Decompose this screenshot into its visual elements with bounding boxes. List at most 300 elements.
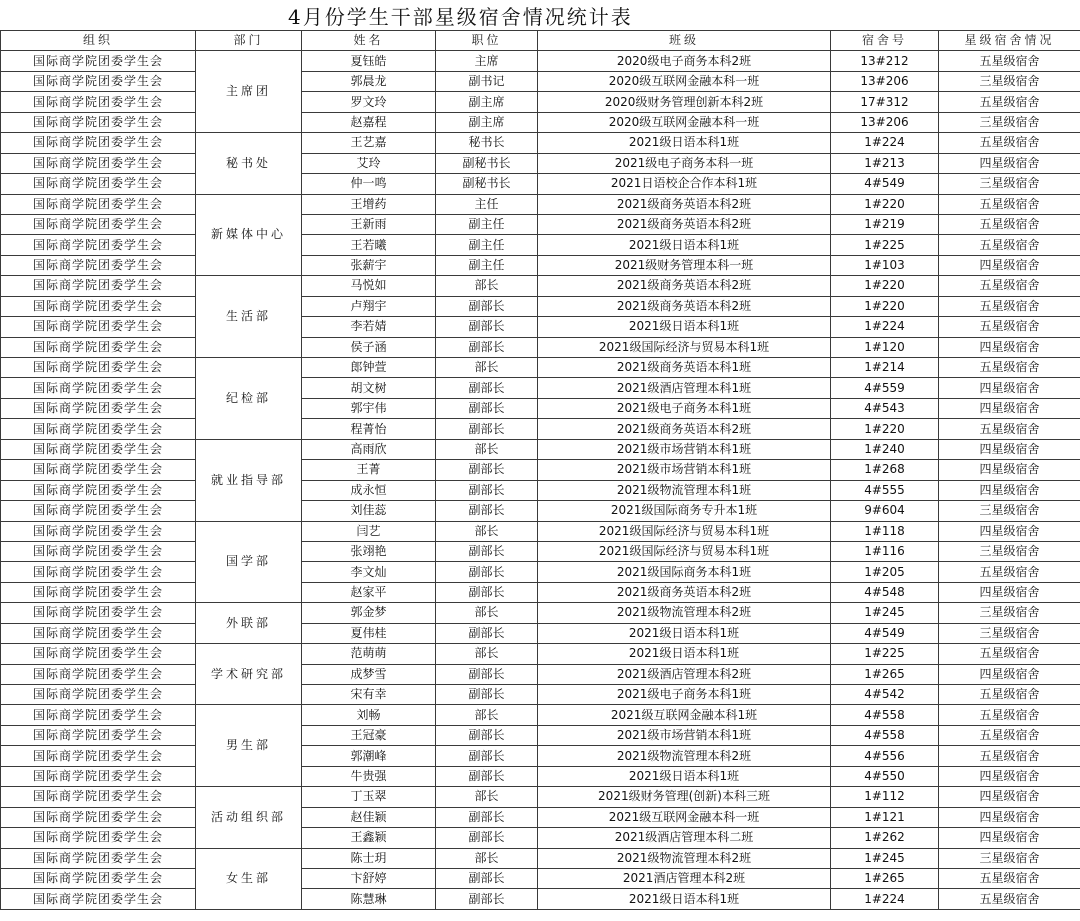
name-cell: 王艺嘉 bbox=[302, 133, 436, 153]
position-cell: 部长 bbox=[436, 603, 538, 623]
room-cell: 1#220 bbox=[831, 419, 939, 439]
dept-cell: 主席团 bbox=[196, 51, 302, 133]
header-star: 星级宿舍情况 bbox=[939, 31, 1080, 51]
org-cell: 国际商学院团委学生会 bbox=[1, 746, 196, 766]
class-cell: 2020级财务管理创新本科2班 bbox=[538, 92, 831, 112]
name-cell: 郭晨龙 bbox=[302, 71, 436, 91]
star-cell: 四星级宿舍 bbox=[939, 582, 1080, 602]
position-cell: 副部长 bbox=[436, 419, 538, 439]
room-cell: 1#224 bbox=[831, 133, 939, 153]
table-row bbox=[1, 868, 1080, 888]
name-cell: 李文灿 bbox=[302, 562, 436, 582]
class-cell: 2021级物流管理本科2班 bbox=[538, 848, 831, 868]
name-cell: 马悦如 bbox=[302, 276, 436, 296]
class-cell: 2021级日语本科1班 bbox=[538, 766, 831, 786]
org-cell: 国际商学院团委学生会 bbox=[1, 235, 196, 255]
table-row bbox=[1, 112, 1080, 132]
class-cell: 2021级商务英语本科2班 bbox=[538, 276, 831, 296]
table-row bbox=[1, 725, 1080, 745]
class-cell: 2021日语校企合作本科1班 bbox=[538, 174, 831, 194]
position-cell: 部长 bbox=[436, 705, 538, 725]
name-cell: 范萌萌 bbox=[302, 644, 436, 664]
table-row bbox=[1, 460, 1080, 480]
header-room: 宿舍号 bbox=[831, 31, 939, 51]
table-row bbox=[1, 562, 1080, 582]
room-cell: 1#220 bbox=[831, 296, 939, 316]
room-cell: 4#543 bbox=[831, 398, 939, 418]
sheet-title: 4月份学生干部星级宿舍情况统计表 bbox=[288, 4, 633, 29]
org-cell: 国际商学院团委学生会 bbox=[1, 664, 196, 684]
star-cell: 四星级宿舍 bbox=[939, 255, 1080, 275]
header-dept: 部门 bbox=[196, 31, 302, 51]
class-cell: 2021级日语本科1班 bbox=[538, 644, 831, 664]
star-cell: 三星级宿舍 bbox=[939, 603, 1080, 623]
position-cell: 副部长 bbox=[436, 828, 538, 848]
position-cell: 副部长 bbox=[436, 296, 538, 316]
class-cell: 2021级市场营销本科1班 bbox=[538, 460, 831, 480]
org-cell: 国际商学院团委学生会 bbox=[1, 766, 196, 786]
org-cell: 国际商学院团委学生会 bbox=[1, 644, 196, 664]
star-cell: 五星级宿舍 bbox=[939, 92, 1080, 112]
table-row bbox=[1, 276, 1080, 296]
position-cell: 部长 bbox=[436, 848, 538, 868]
org-cell: 国际商学院团委学生会 bbox=[1, 51, 196, 71]
position-cell: 副部长 bbox=[436, 868, 538, 888]
star-cell: 四星级宿舍 bbox=[939, 378, 1080, 398]
dept-cell: 男生部 bbox=[196, 705, 302, 787]
table-row bbox=[1, 746, 1080, 766]
dept-cell: 外联部 bbox=[196, 603, 302, 644]
room-cell: 1#205 bbox=[831, 562, 939, 582]
room-cell: 1#225 bbox=[831, 644, 939, 664]
position-cell: 副部长 bbox=[436, 501, 538, 521]
room-cell: 1#103 bbox=[831, 255, 939, 275]
class-cell: 2021级酒店管理本科2班 bbox=[538, 664, 831, 684]
star-cell: 三星级宿舍 bbox=[939, 71, 1080, 91]
position-cell: 部长 bbox=[436, 276, 538, 296]
position-cell: 副部长 bbox=[436, 541, 538, 561]
position-cell: 副部长 bbox=[436, 582, 538, 602]
table-row bbox=[1, 685, 1080, 705]
class-cell: 2021级日语本科1班 bbox=[538, 133, 831, 153]
table-row bbox=[1, 664, 1080, 684]
room-cell: 13#206 bbox=[831, 71, 939, 91]
org-cell: 国际商学院团委学生会 bbox=[1, 398, 196, 418]
room-cell: 4#549 bbox=[831, 623, 939, 643]
name-cell: 王新雨 bbox=[302, 214, 436, 234]
class-cell: 2021级酒店管理本科1班 bbox=[538, 378, 831, 398]
table-row bbox=[1, 92, 1080, 112]
name-cell: 夏伟桂 bbox=[302, 623, 436, 643]
position-cell: 副部长 bbox=[436, 685, 538, 705]
class-cell: 2021酒店管理本科2班 bbox=[538, 868, 831, 888]
org-cell: 国际商学院团委学生会 bbox=[1, 828, 196, 848]
room-cell: 13#212 bbox=[831, 51, 939, 71]
table-row bbox=[1, 623, 1080, 643]
org-cell: 国际商学院团委学生会 bbox=[1, 848, 196, 868]
org-cell: 国际商学院团委学生会 bbox=[1, 317, 196, 337]
star-cell: 三星级宿舍 bbox=[939, 848, 1080, 868]
position-cell: 主席 bbox=[436, 51, 538, 71]
org-cell: 国际商学院团委学生会 bbox=[1, 541, 196, 561]
position-cell: 副部长 bbox=[436, 398, 538, 418]
name-cell: 艾玲 bbox=[302, 153, 436, 173]
position-cell: 副部长 bbox=[436, 317, 538, 337]
room-cell: 1#219 bbox=[831, 214, 939, 234]
table-body bbox=[1, 51, 1080, 909]
position-cell: 副主任 bbox=[436, 255, 538, 275]
position-cell: 部长 bbox=[436, 358, 538, 378]
class-cell: 2021级国际经济与贸易本科1班 bbox=[538, 337, 831, 357]
dept-cell: 女生部 bbox=[196, 848, 302, 909]
org-cell: 国际商学院团委学生会 bbox=[1, 603, 196, 623]
star-cell: 五星级宿舍 bbox=[939, 725, 1080, 745]
position-cell: 副部长 bbox=[436, 480, 538, 500]
room-cell: 1#265 bbox=[831, 868, 939, 888]
name-cell: 张翊艳 bbox=[302, 541, 436, 561]
org-cell: 国际商学院团委学生会 bbox=[1, 112, 196, 132]
name-cell: 罗文玲 bbox=[302, 92, 436, 112]
position-cell: 副秘书长 bbox=[436, 153, 538, 173]
position-cell: 秘书长 bbox=[436, 133, 538, 153]
star-cell: 五星级宿舍 bbox=[939, 705, 1080, 725]
table-row bbox=[1, 582, 1080, 602]
position-cell: 副部长 bbox=[436, 460, 538, 480]
position-cell: 副部长 bbox=[436, 725, 538, 745]
position-cell: 副主任 bbox=[436, 214, 538, 234]
position-cell: 副部长 bbox=[436, 664, 538, 684]
name-cell: 侯子涵 bbox=[302, 337, 436, 357]
class-cell: 2021级商务英语本科2班 bbox=[538, 296, 831, 316]
class-cell: 2021级商务英语本科2班 bbox=[538, 419, 831, 439]
table-row bbox=[1, 480, 1080, 500]
position-cell: 副主席 bbox=[436, 112, 538, 132]
position-cell: 部长 bbox=[436, 644, 538, 664]
table-row bbox=[1, 787, 1080, 807]
room-cell: 1#112 bbox=[831, 787, 939, 807]
class-cell: 2021级互联网金融本科一班 bbox=[538, 807, 831, 827]
name-cell: 郭金梦 bbox=[302, 603, 436, 623]
class-cell: 2021级商务英语本科1班 bbox=[538, 358, 831, 378]
name-cell: 王菁 bbox=[302, 460, 436, 480]
org-cell: 国际商学院团委学生会 bbox=[1, 133, 196, 153]
room-cell: 1#245 bbox=[831, 603, 939, 623]
dept-cell: 国学部 bbox=[196, 521, 302, 603]
org-cell: 国际商学院团委学生会 bbox=[1, 378, 196, 398]
org-cell: 国际商学院团委学生会 bbox=[1, 255, 196, 275]
class-cell: 2021级互联网金融本科1班 bbox=[538, 705, 831, 725]
table-row bbox=[1, 194, 1080, 214]
name-cell: 胡文树 bbox=[302, 378, 436, 398]
room-cell: 1#118 bbox=[831, 521, 939, 541]
org-cell: 国际商学院团委学生会 bbox=[1, 868, 196, 888]
table-row bbox=[1, 71, 1080, 91]
org-cell: 国际商学院团委学生会 bbox=[1, 71, 196, 91]
name-cell: 王鑫颖 bbox=[302, 828, 436, 848]
org-cell: 国际商学院团委学生会 bbox=[1, 705, 196, 725]
star-cell: 四星级宿舍 bbox=[939, 664, 1080, 684]
org-cell: 国际商学院团委学生会 bbox=[1, 685, 196, 705]
dept-cell: 生活部 bbox=[196, 276, 302, 358]
class-cell: 2021级市场营销本科1班 bbox=[538, 725, 831, 745]
name-cell: 王若曦 bbox=[302, 235, 436, 255]
org-cell: 国际商学院团委学生会 bbox=[1, 153, 196, 173]
name-cell: 夏钰皓 bbox=[302, 51, 436, 71]
star-cell: 五星级宿舍 bbox=[939, 685, 1080, 705]
room-cell: 4#548 bbox=[831, 582, 939, 602]
star-cell: 四星级宿舍 bbox=[939, 337, 1080, 357]
org-cell: 国际商学院团委学生会 bbox=[1, 521, 196, 541]
room-cell: 4#555 bbox=[831, 480, 939, 500]
position-cell: 副部长 bbox=[436, 807, 538, 827]
name-cell: 牛贵强 bbox=[302, 766, 436, 786]
table-row bbox=[1, 644, 1080, 664]
position-cell: 副主任 bbox=[436, 235, 538, 255]
table-row bbox=[1, 501, 1080, 521]
table-row bbox=[1, 889, 1080, 909]
table-row bbox=[1, 521, 1080, 541]
star-cell: 五星级宿舍 bbox=[939, 317, 1080, 337]
star-cell: 五星级宿舍 bbox=[939, 214, 1080, 234]
class-cell: 2021级物流管理本科1班 bbox=[538, 480, 831, 500]
table-row bbox=[1, 296, 1080, 316]
org-cell: 国际商学院团委学生会 bbox=[1, 337, 196, 357]
star-cell: 五星级宿舍 bbox=[939, 51, 1080, 71]
name-cell: 程菁怡 bbox=[302, 419, 436, 439]
star-cell: 五星级宿舍 bbox=[939, 296, 1080, 316]
position-cell: 副部长 bbox=[436, 337, 538, 357]
name-cell: 陈士玥 bbox=[302, 848, 436, 868]
org-cell: 国际商学院团委学生会 bbox=[1, 889, 196, 909]
class-cell: 2021级日语本科1班 bbox=[538, 889, 831, 909]
star-cell: 三星级宿舍 bbox=[939, 112, 1080, 132]
table-row bbox=[1, 705, 1080, 725]
star-cell: 四星级宿舍 bbox=[939, 828, 1080, 848]
class-cell: 2021级财务管理本科一班 bbox=[538, 255, 831, 275]
org-cell: 国际商学院团委学生会 bbox=[1, 480, 196, 500]
org-cell: 国际商学院团委学生会 bbox=[1, 194, 196, 214]
table-row bbox=[1, 358, 1080, 378]
table-row bbox=[1, 603, 1080, 623]
class-cell: 2021级日语本科1班 bbox=[538, 235, 831, 255]
table-row bbox=[1, 174, 1080, 194]
room-cell: 4#550 bbox=[831, 766, 939, 786]
class-cell: 2021级物流管理本科2班 bbox=[538, 603, 831, 623]
dormitory-stats-table bbox=[0, 30, 1080, 910]
star-cell: 五星级宿舍 bbox=[939, 276, 1080, 296]
title-row bbox=[0, 0, 1080, 30]
star-cell: 三星级宿舍 bbox=[939, 623, 1080, 643]
name-cell: 陈慧琳 bbox=[302, 889, 436, 909]
room-cell: 1#224 bbox=[831, 889, 939, 909]
class-cell: 2020级互联网金融本科一班 bbox=[538, 112, 831, 132]
star-cell: 五星级宿舍 bbox=[939, 644, 1080, 664]
star-cell: 四星级宿舍 bbox=[939, 787, 1080, 807]
position-cell: 部长 bbox=[436, 439, 538, 459]
star-cell: 四星级宿舍 bbox=[939, 398, 1080, 418]
name-cell: 王增药 bbox=[302, 194, 436, 214]
star-cell: 三星级宿舍 bbox=[939, 174, 1080, 194]
name-cell: 宋有幸 bbox=[302, 685, 436, 705]
name-cell: 郎钟萱 bbox=[302, 358, 436, 378]
table-row bbox=[1, 828, 1080, 848]
name-cell: 郭宇伟 bbox=[302, 398, 436, 418]
star-cell: 五星级宿舍 bbox=[939, 235, 1080, 255]
star-cell: 四星级宿舍 bbox=[939, 439, 1080, 459]
star-cell: 三星级宿舍 bbox=[939, 541, 1080, 561]
name-cell: 赵佳颖 bbox=[302, 807, 436, 827]
class-cell: 2021级物流管理本科2班 bbox=[538, 746, 831, 766]
table-row bbox=[1, 398, 1080, 418]
org-cell: 国际商学院团委学生会 bbox=[1, 460, 196, 480]
room-cell: 1#265 bbox=[831, 664, 939, 684]
dept-cell: 秘书处 bbox=[196, 133, 302, 194]
org-cell: 国际商学院团委学生会 bbox=[1, 562, 196, 582]
table-row bbox=[1, 766, 1080, 786]
position-cell: 主任 bbox=[436, 194, 538, 214]
header-position: 职位 bbox=[436, 31, 538, 51]
header-org: 组织 bbox=[1, 31, 196, 51]
name-cell: 赵家平 bbox=[302, 582, 436, 602]
header-class: 班级 bbox=[538, 31, 831, 51]
class-cell: 2021级日语本科1班 bbox=[538, 623, 831, 643]
position-cell: 部长 bbox=[436, 521, 538, 541]
room-cell: 1#116 bbox=[831, 541, 939, 561]
room-cell: 1#121 bbox=[831, 807, 939, 827]
org-cell: 国际商学院团委学生会 bbox=[1, 296, 196, 316]
name-cell: 卢翔宇 bbox=[302, 296, 436, 316]
class-cell: 2021级电子商务本科一班 bbox=[538, 153, 831, 173]
star-cell: 四星级宿舍 bbox=[939, 521, 1080, 541]
table-row bbox=[1, 235, 1080, 255]
room-cell: 1#262 bbox=[831, 828, 939, 848]
star-cell: 四星级宿舍 bbox=[939, 766, 1080, 786]
position-cell: 副部长 bbox=[436, 889, 538, 909]
dept-cell: 新媒体中心 bbox=[196, 194, 302, 276]
table-row bbox=[1, 848, 1080, 868]
star-cell: 四星级宿舍 bbox=[939, 480, 1080, 500]
org-cell: 国际商学院团委学生会 bbox=[1, 92, 196, 112]
room-cell: 1#268 bbox=[831, 460, 939, 480]
table-row bbox=[1, 807, 1080, 827]
dept-cell: 学术研究部 bbox=[196, 644, 302, 705]
room-cell: 1#213 bbox=[831, 153, 939, 173]
star-cell: 三星级宿舍 bbox=[939, 501, 1080, 521]
position-cell: 副部长 bbox=[436, 623, 538, 643]
name-cell: 郭潮峰 bbox=[302, 746, 436, 766]
room-cell: 1#214 bbox=[831, 358, 939, 378]
name-cell: 刘畅 bbox=[302, 705, 436, 725]
room-cell: 9#604 bbox=[831, 501, 939, 521]
org-cell: 国际商学院团委学生会 bbox=[1, 174, 196, 194]
star-cell: 四星级宿舍 bbox=[939, 807, 1080, 827]
org-cell: 国际商学院团委学生会 bbox=[1, 582, 196, 602]
name-cell: 仲一鸣 bbox=[302, 174, 436, 194]
name-cell: 李若婧 bbox=[302, 317, 436, 337]
room-cell: 4#549 bbox=[831, 174, 939, 194]
name-cell: 高雨欣 bbox=[302, 439, 436, 459]
room-cell: 1#120 bbox=[831, 337, 939, 357]
star-cell: 四星级宿舍 bbox=[939, 460, 1080, 480]
position-cell: 副部长 bbox=[436, 766, 538, 786]
room-cell: 4#542 bbox=[831, 685, 939, 705]
name-cell: 成梦雪 bbox=[302, 664, 436, 684]
class-cell: 2021级国际经济与贸易本科1班 bbox=[538, 541, 831, 561]
class-cell: 2021级电子商务本科1班 bbox=[538, 685, 831, 705]
table-row bbox=[1, 541, 1080, 561]
room-cell: 17#312 bbox=[831, 92, 939, 112]
room-cell: 1#220 bbox=[831, 194, 939, 214]
org-cell: 国际商学院团委学生会 bbox=[1, 807, 196, 827]
room-cell: 1#245 bbox=[831, 848, 939, 868]
class-cell: 2021级电子商务本科1班 bbox=[538, 398, 831, 418]
star-cell: 五星级宿舍 bbox=[939, 868, 1080, 888]
room-cell: 4#558 bbox=[831, 705, 939, 725]
table-row bbox=[1, 439, 1080, 459]
position-cell: 副主席 bbox=[436, 92, 538, 112]
dept-cell: 就业指导部 bbox=[196, 439, 302, 521]
class-cell: 2020级互联网金融本科一班 bbox=[538, 71, 831, 91]
org-cell: 国际商学院团委学生会 bbox=[1, 419, 196, 439]
org-cell: 国际商学院团委学生会 bbox=[1, 501, 196, 521]
room-cell: 4#559 bbox=[831, 378, 939, 398]
name-cell: 赵嘉程 bbox=[302, 112, 436, 132]
org-cell: 国际商学院团委学生会 bbox=[1, 214, 196, 234]
name-cell: 闫艺 bbox=[302, 521, 436, 541]
star-cell: 五星级宿舍 bbox=[939, 889, 1080, 909]
position-cell: 副书记 bbox=[436, 71, 538, 91]
table-row bbox=[1, 378, 1080, 398]
table-row bbox=[1, 337, 1080, 357]
org-cell: 国际商学院团委学生会 bbox=[1, 439, 196, 459]
dept-cell: 纪检部 bbox=[196, 358, 302, 440]
table-row bbox=[1, 51, 1080, 71]
class-cell: 2021级酒店管理本科二班 bbox=[538, 828, 831, 848]
name-cell: 丁玉翠 bbox=[302, 787, 436, 807]
org-cell: 国际商学院团委学生会 bbox=[1, 358, 196, 378]
position-cell: 副秘书长 bbox=[436, 174, 538, 194]
class-cell: 2021级市场营销本科1班 bbox=[538, 439, 831, 459]
room-cell: 1#240 bbox=[831, 439, 939, 459]
position-cell: 副部长 bbox=[436, 562, 538, 582]
room-cell: 13#206 bbox=[831, 112, 939, 132]
position-cell: 副部长 bbox=[436, 746, 538, 766]
table-row bbox=[1, 133, 1080, 153]
star-cell: 五星级宿舍 bbox=[939, 133, 1080, 153]
room-cell: 4#558 bbox=[831, 725, 939, 745]
room-cell: 1#225 bbox=[831, 235, 939, 255]
name-cell: 成永恒 bbox=[302, 480, 436, 500]
room-cell: 4#556 bbox=[831, 746, 939, 766]
class-cell: 2021级国际商务本科1班 bbox=[538, 562, 831, 582]
table-row bbox=[1, 317, 1080, 337]
dept-cell: 活动组织部 bbox=[196, 787, 302, 848]
room-cell: 1#220 bbox=[831, 276, 939, 296]
class-cell: 2021级商务英语本科2班 bbox=[538, 214, 831, 234]
header-name: 姓名 bbox=[302, 31, 436, 51]
class-cell: 2021级商务英语本科2班 bbox=[538, 582, 831, 602]
class-cell: 2021级商务英语本科2班 bbox=[538, 194, 831, 214]
class-cell: 2020级电子商务本科2班 bbox=[538, 51, 831, 71]
star-cell: 四星级宿舍 bbox=[939, 153, 1080, 173]
star-cell: 五星级宿舍 bbox=[939, 194, 1080, 214]
star-cell: 五星级宿舍 bbox=[939, 419, 1080, 439]
org-cell: 国际商学院团委学生会 bbox=[1, 623, 196, 643]
org-cell: 国际商学院团委学生会 bbox=[1, 787, 196, 807]
position-cell: 部长 bbox=[436, 787, 538, 807]
name-cell: 张薪宇 bbox=[302, 255, 436, 275]
name-cell: 卞舒婷 bbox=[302, 868, 436, 888]
